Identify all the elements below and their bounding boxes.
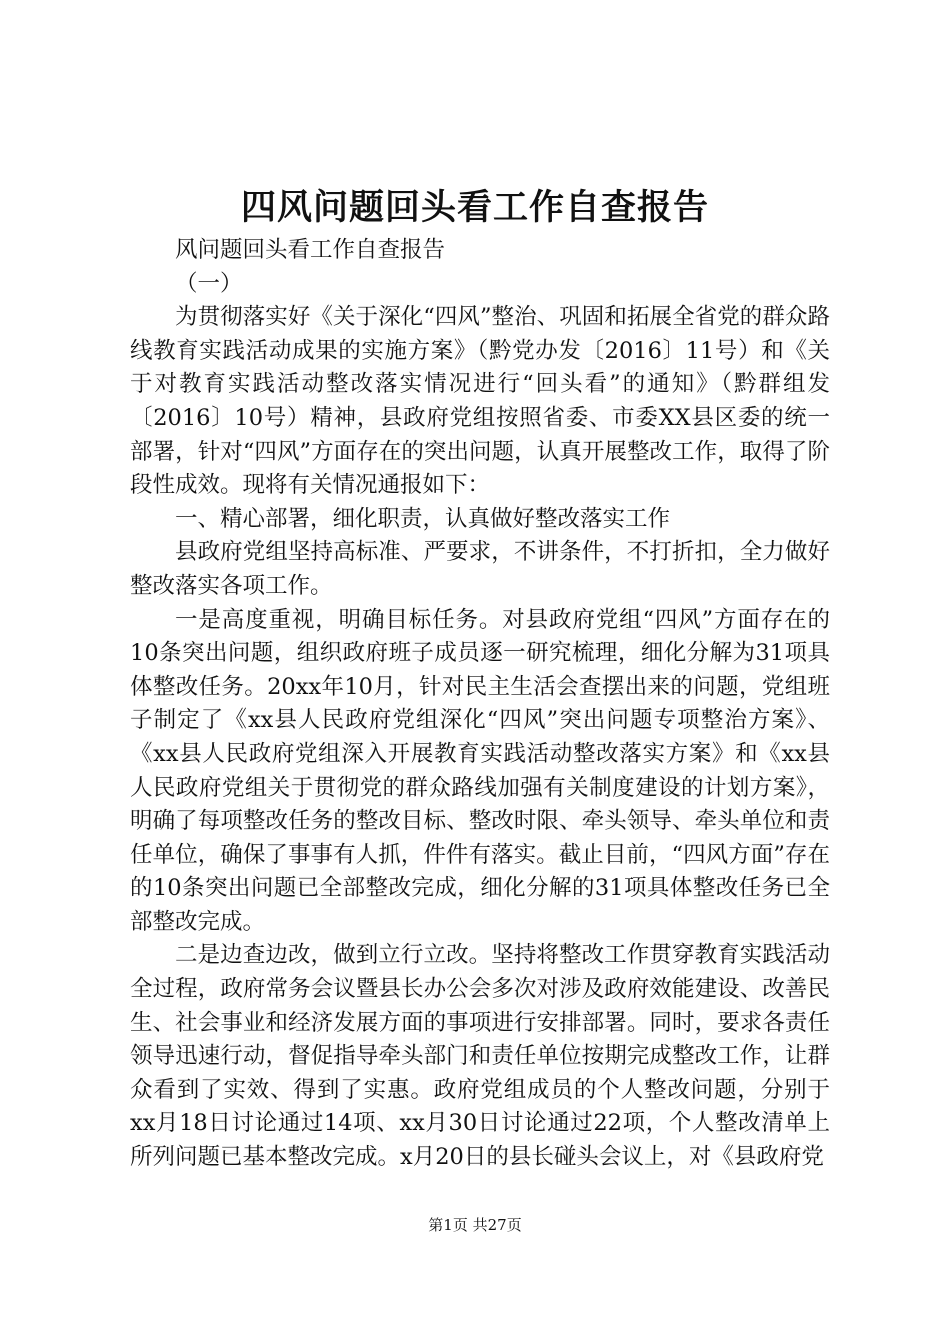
document-title: 四风问题回头看工作自查报告 [240,187,709,228]
paragraph-heading-1: 一、精心部署，细化职责，认真做好整改落实工作 [175,505,671,532]
page-footer: 第1页 共27页 [428,1216,522,1234]
paragraph-section-number: （一） [175,270,243,297]
document-body [130,234,830,1175]
paragraph-point-1: 一是高度重视，明确目标任务。对县政府党组“四风”方面存在的10条突出问题，组织政府班子成员逐一研究梳理，细化分解为31项具体整改任务。20xx年10月，针对民主生活会查摆出来的问题，党组班子制定了《xx县人民政府党组深化“四风”突出问题专项整治方案》、《xx县人民政府党组深入开展教育实践活动整改落实方案》和《xx县人民政府党组关于贯彻党的群众路线加强有关制度建设的计划方案》，明确了每项整改任务的整改目标、整改时限、牵头领导、牵头单位和责任单位，确保了事事有人抓，件件有落实。截止目前，“四风方面”存在的10条突出问题已全部整改完成，细化分解的31项具体整改任务已全部整改完成。 [130,606,830,935]
paragraph-intro: 为贯彻落实好《关于深化“四风”整治、巩固和拓展全省党的群众路线教育实践活动成果的实施方案》（黔党办发〔2016〕11号）和《关于对教育实践活动整改落实情况进行“回头看”的通知》（黔群组发〔2016〕10号）精神，县政府党组按照省委、市委XX县区委的统一部署，针对“四风”方面存在的突出问题，认真开展整改工作，取得了阶段性成效。现将有关情况通报如下： [130,304,830,499]
paragraph-point-2: 二是边查边改，做到立行立改。坚持将整改工作贯穿教育实践活动全过程，政府常务会议暨县长办公会多次对涉及政府效能建设、改善民生、社会事业和经济发展方面的事项进行安排部署。同时，要求各责任领导迅速行动，督促指导牵头部门和责任单位按期完成整改工作，让群众看到了实效、得到了实惠。政府党组成员的个人整改问题，分别于xx月18日讨论通过14项、xx月30日讨论通过22项，个人整改清单上所列问题已基本整改完成。x月20日的县长碰头会议上，对《县政府党 [130,942,830,1171]
paragraph-subtitle: 风问题回头看工作自查报告 [175,237,446,263]
paragraph-summary: 县政府党组坚持高标准、严要求，不讲条件，不打折扣，全力做好整改落实各项工作。 [130,539,830,599]
